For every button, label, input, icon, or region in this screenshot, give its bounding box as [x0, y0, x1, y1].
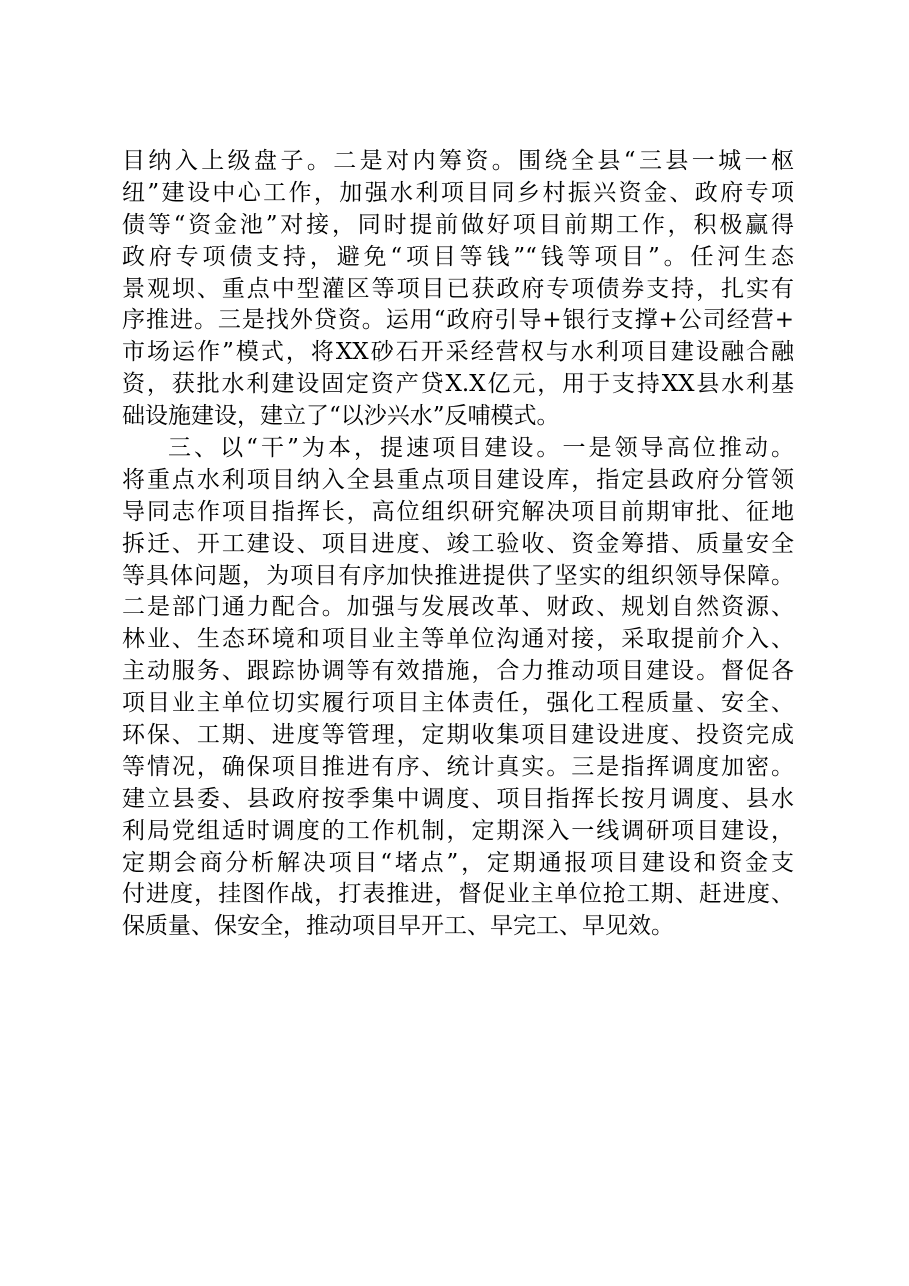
text-line: 景观坝、重点中型灌区等项目已获政府专项债券支持，扎实有	[122, 275, 794, 302]
text-line: 等情况，确保项目推进有序、统计真实。三是指挥调度加密。	[122, 753, 794, 780]
text-line: 拆迁、开工建设、项目进度、竣工验收、资金筹措、质量安全	[122, 530, 794, 557]
text-line: 序推进。三是找外贷资。运用“政府引导+银行支撑+公司经营+	[122, 307, 794, 334]
text-line: 保质量、保安全，推动项目早开工、早完工、早见效。	[122, 913, 674, 940]
text-line: 项目业主单位切实履行项目主体责任，强化工程质量、安全、	[122, 690, 794, 717]
text-line: 利局党组适时调度的工作机制，定期深入一线调研项目建设，	[122, 817, 794, 844]
text-line: 定期会商分析解决项目“堵点”，定期通报项目建设和资金支	[122, 849, 794, 876]
text-line: 主动服务、跟踪协调等有效措施，合力推动项目建设。督促各	[122, 658, 794, 685]
text-line: 等具体问题，为项目有序加快推进提供了坚实的组织领导保障。	[122, 562, 794, 589]
text-line: 政府专项债支持，避免“项目等钱”“钱等项目”。任河生态	[122, 243, 794, 270]
text-line: 建立县委、县政府按季集中调度、项目指挥长按月调度、县水	[122, 785, 794, 812]
text-line: 市场运作”模式，将XX砂石开采经营权与水利项目建设融合融	[122, 339, 794, 366]
text-line: 将重点水利项目纳入全县重点项目建设库，指定县政府分管领	[122, 466, 794, 493]
text-line: 资，获批水利建设固定资产贷X.X亿元，用于支持XX县水利基	[122, 371, 794, 398]
text-line: 础设施建设，建立了“以沙兴水”反哺模式。	[122, 403, 560, 430]
text-line: 债等“资金池”对接，同时提前做好项目前期工作，积极赢得	[122, 211, 794, 238]
text-line: 导同志作项目指挥长，高位组织研究解决项目前期审批、征地	[122, 498, 794, 525]
text-line: 三、以“干”为本，提速项目建设。一是领导高位推动。	[168, 435, 794, 462]
text-line: 环保、工期、进度等管理，定期收集项目建设进度、投资完成	[122, 722, 794, 749]
text-line: 林业、生态环境和项目业主等单位沟通对接，采取提前介入、	[122, 626, 794, 653]
text-line: 纽”建设中心工作，加强水利项目同乡村振兴资金、政府专项	[122, 179, 794, 206]
paragraph-section-three	[122, 433, 794, 943]
text-line: 目纳入上级盘子。二是对内筹资。围绕全县“三县一城一枢	[122, 148, 794, 174]
text-line: 二是部门通力配合。加强与发展改革、财政、规划自然资源、	[122, 594, 794, 621]
text-line: 付进度，挂图作战，打表推进，督促业主单位抢工期、赶进度、	[122, 881, 794, 908]
body-text	[122, 146, 794, 943]
paragraph-continuation	[122, 146, 794, 433]
